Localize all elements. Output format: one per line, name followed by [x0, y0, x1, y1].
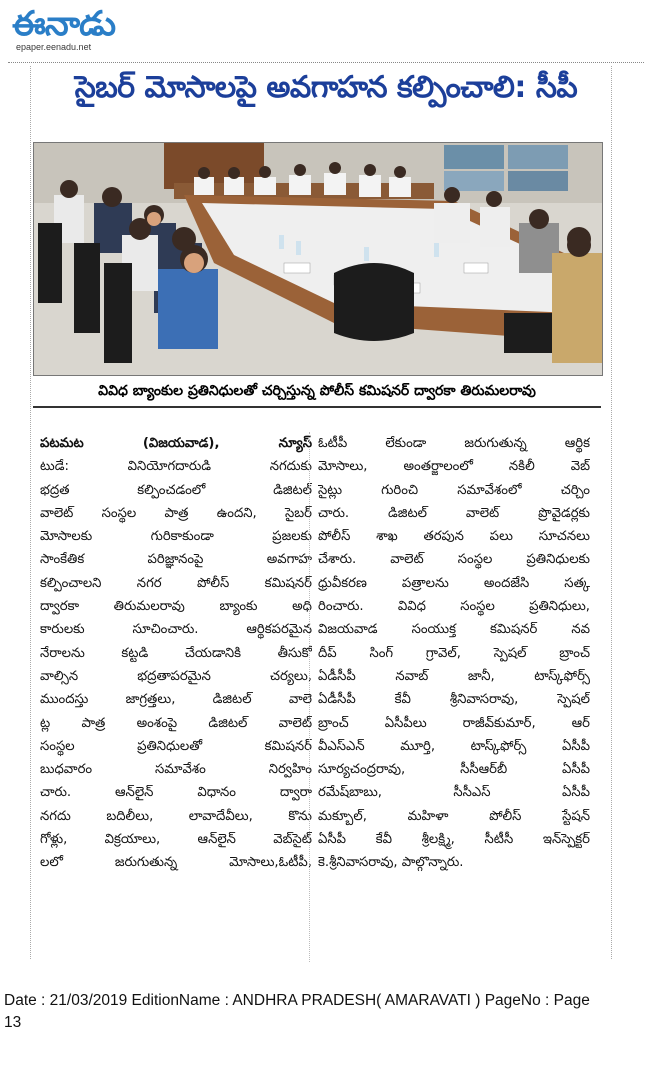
footer-page-number: 13: [4, 1014, 22, 1031]
article-column-right: [318, 432, 590, 875]
body-line: కె.శ్రీనివాసరావు, పాల్గొన్నారు.: [318, 855, 464, 871]
body-line: నేరాలను కట్టడి చేయడానికి తీసుకో: [40, 645, 312, 661]
body-line: సూర్యచంద్రరావు, సీసీఆర్‌బీ ఏసీపీ: [318, 762, 590, 778]
column-divider: [309, 432, 310, 962]
body-line: మోసాలకు గురికాకుండా ప్రజలకు: [40, 529, 312, 545]
body-line: రించారు. వివిధ సంస్థల ప్రతినిధులు,: [318, 599, 590, 615]
epaper-url: epaper.eenadu.net: [16, 42, 92, 52]
edition-footer: [4, 990, 644, 1034]
article-headline: సైబర్ మోసాలపై అవగాహన కల్పించాలి: సీపీ: [74, 70, 578, 105]
article-column-left: [40, 432, 312, 875]
body-line: భద్రత కల్పించడంలో డిజిటల్: [40, 482, 312, 498]
meeting-photo: [33, 142, 603, 376]
body-line: సైట్లు గురించి సమావేశంలో చర్చిం: [318, 482, 590, 498]
body-line: మోసాలు, అంతర్జాలంలో నకిలీ వెబ్: [318, 459, 590, 475]
meeting-photo-illustration: [34, 143, 602, 375]
body-line: వీఎస్ఎన్ మూర్తి, టాస్క్‌ఫోర్స్ ఏసీపీ: [318, 738, 590, 754]
footer-date-edition: Date : 21/03/2019 EditionName : ANDHRA PRADESH( AMARAVATI ) PageNo : Page: [4, 992, 590, 1009]
masthead-logo[interactable]: [8, 6, 168, 54]
body-line: బుధవారం సమావేశం నిర్వహిం: [40, 762, 312, 778]
body-line: నగదు బదిలీలు, లావాదేవీలు, కొను: [40, 808, 312, 824]
body-line: చారు. డిజిటల్ వాలెట్ ప్రొవైడర్లకు: [318, 505, 590, 521]
photo-caption: వివిధ బ్యాంకుల ప్రతినిధులతో చర్చిస్తున్న పోలీస్ కమిషనర్ ద్వారకా తిరుమలరావు: [98, 383, 536, 399]
body-line: చేశారు. వాలెట్ సంస్థల ప్రతినిధులకు: [318, 552, 590, 568]
body-line: ధ్రువీకరణ పత్రాలను అందజేసి సత్క: [318, 575, 590, 591]
body-line: ఏసీపీ కేవీ శ్రీలక్ష్మి, సీటీసీ ఇన్‌స్పెక్టర్: [318, 832, 590, 848]
body-line: ద్వారకా తిరుమలరావు బ్యాంకు అధి: [40, 599, 312, 615]
body-line: విజయవాడ సంయుక్త కమిషనర్ నవ: [318, 622, 590, 638]
body-line: రమేష్‌బాబు, సీసీఎస్ ఏసీపీ: [318, 785, 590, 801]
body-line: కారులకు సూచించారు. ఆర్థికపరమైన: [40, 622, 312, 638]
dateline-text: పటమట (విజయవాడ), న్యూస్: [40, 436, 312, 451]
body-line: చారు. ఆన్‌లైన్ విధానం ద్వారా: [40, 785, 312, 801]
body-line: లలో జరుగుతున్న మోసాలు,ఓటీపీ,: [40, 855, 312, 871]
body-line: పోలీస్ శాఖ తరపున పలు సూచనలు: [318, 529, 590, 545]
body-line: ట్ల పాత్ర అంశంపై డిజిటల్ వాలెట్: [40, 715, 312, 731]
body-line: ఓటీపీ లేకుండా జరుగుతున్న ఆర్థిక: [318, 436, 590, 451]
body-line: వాల్సిన భద్రతాపరమైన చర్యలు,: [40, 668, 312, 684]
eenadu-logo: ఈనాడు: [12, 4, 116, 44]
body-line: బ్రాంచ్ ఏసీపీలు రాజీవ్‌కుమార్, ఆర్: [318, 715, 590, 731]
body-line: ఏడీసీపీ నవాబ్ జానీ, టాస్క్‌ఫోర్స్: [318, 668, 590, 684]
body-line: టుడే: వినియోగదారుడి నగదుకు: [40, 459, 312, 475]
dateline: [40, 432, 312, 455]
body-line: సంస్థల ప్రతినిధులతో కమిషనర్: [40, 738, 312, 754]
header-divider: [8, 62, 644, 63]
body-line: మక్బూల్, మహిళా పోలీస్ స్టేషన్: [318, 808, 590, 824]
body-line: గోళ్లు, విక్రయాలు, ఆన్‌లైన్ వెబ్‌సైట్: [40, 832, 312, 848]
body-line: ఏడీసీపీ కేవీ శ్రీనివాసరావు, స్పెషల్: [318, 692, 590, 708]
body-line: దీప్ సింగ్ గ్రావెల్, స్పెషల్ బ్రాంచ్: [318, 645, 590, 661]
caption-divider: [33, 406, 601, 408]
body-line: సాంకేతిక పరిజ్ఞానంపై అవగాహ: [40, 552, 312, 568]
body-line: కల్పించాలని నగర పోలీస్ కమిషనర్: [40, 575, 312, 591]
body-line: ముందస్తు జాగ్రత్తలు, డిజిటల్ వాలె: [40, 692, 312, 708]
body-line: వాలెట్ సంస్థల పాత్ర ఉందని, సైబర్: [40, 505, 312, 521]
